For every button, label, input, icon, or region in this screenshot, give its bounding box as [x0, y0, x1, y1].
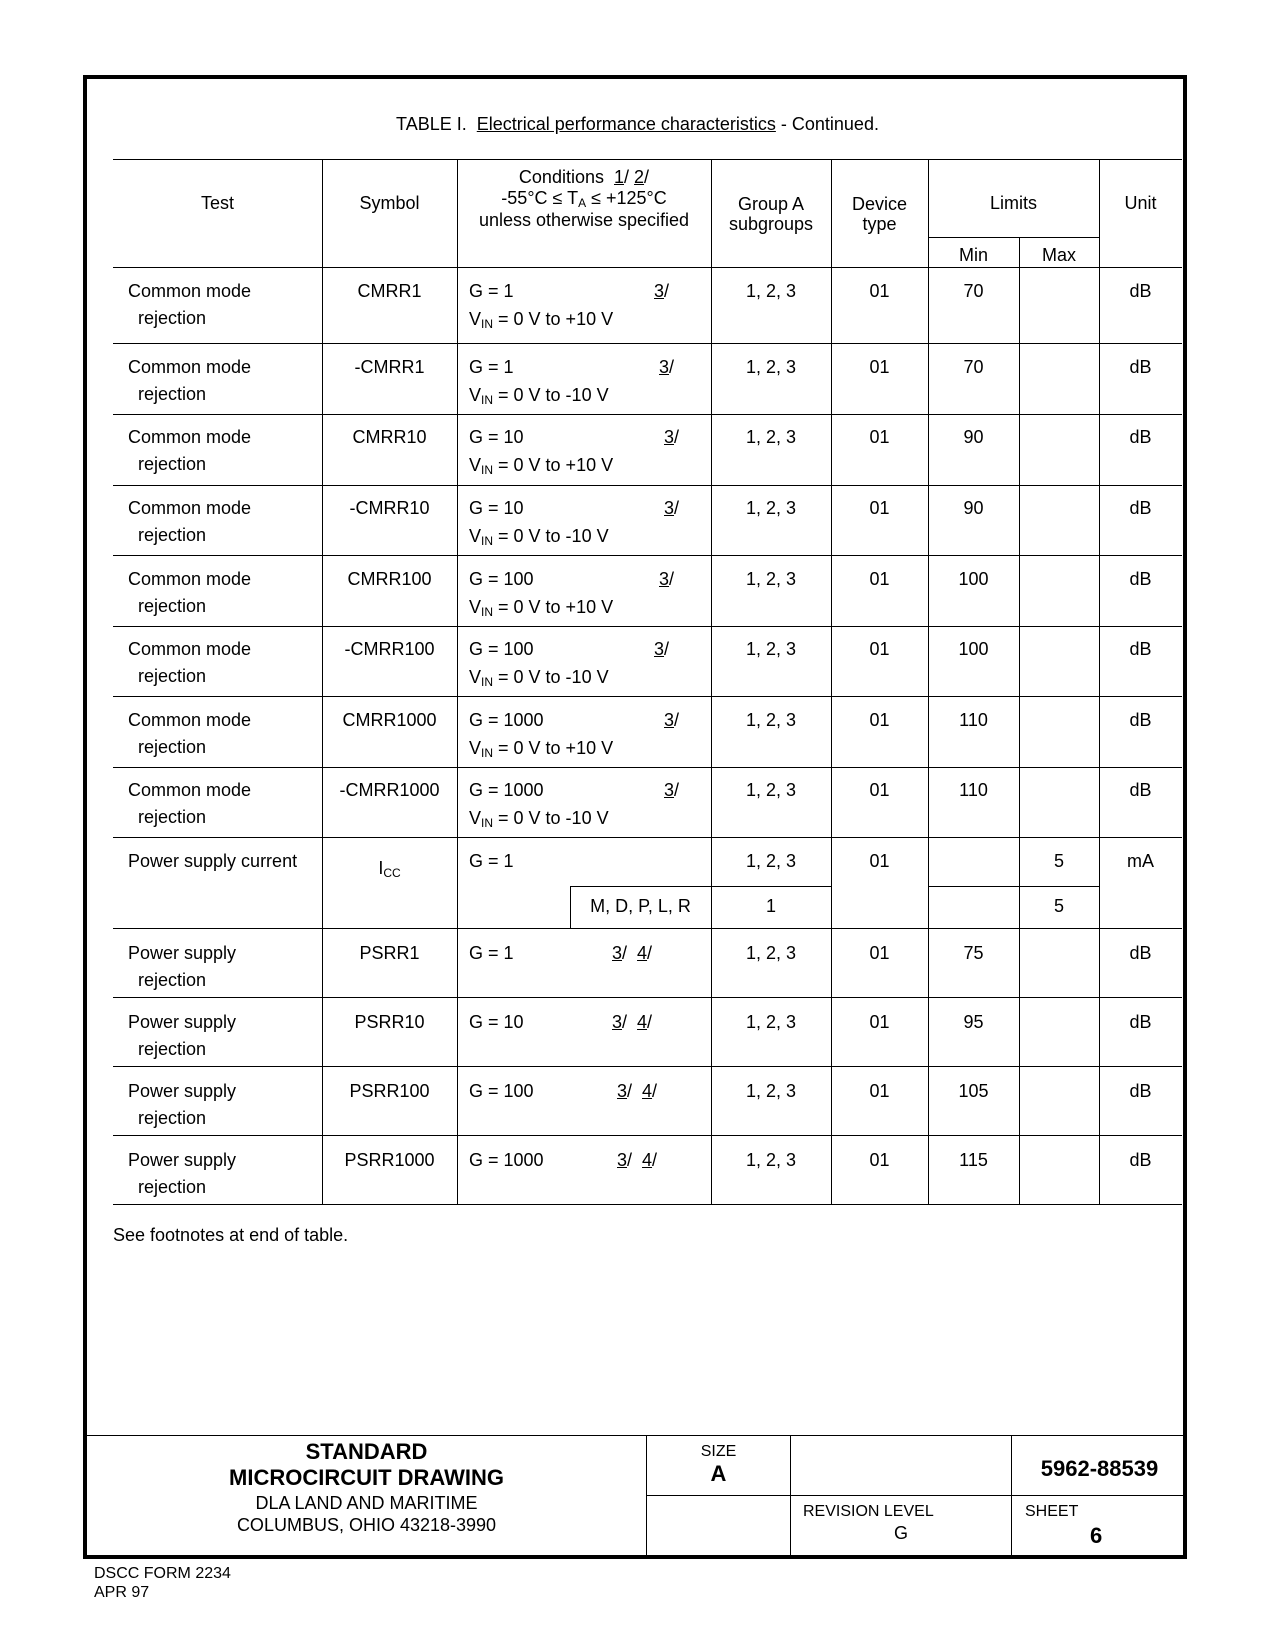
- psrr-symbol: PSRR1: [359, 943, 420, 963]
- row-condition: G = 1: [469, 357, 514, 377]
- psrr-footnote-refs: 3/ 4/: [617, 1150, 658, 1170]
- row-test-line2: rejection: [138, 807, 207, 827]
- row-test-line1: Common mode: [128, 639, 252, 659]
- row-vin: $V_{IN} = 0$ V to -10 V: [469, 526, 609, 548]
- header-device-1: Device: [851, 194, 908, 214]
- row-test-line2: rejection: [138, 454, 207, 474]
- title-drawing: MICROCIRCUIT DRAWING: [229, 1465, 504, 1490]
- row-condition: G = 1000: [469, 710, 544, 730]
- row-device-type: 01: [869, 281, 890, 301]
- limits-divider: [929, 237, 1100, 238]
- row-device-type: 01: [869, 357, 890, 377]
- psrr-test-line1: Power supply: [128, 1012, 237, 1032]
- header-conditions: Conditions 1/ 2/: [518, 167, 650, 187]
- form-number: DSCC FORM 2234: [94, 1565, 231, 1582]
- row-symbol: CMRR100: [347, 569, 432, 589]
- footnote-note: See footnotes at end of table.: [113, 1225, 349, 1245]
- header-unless: unless otherwise specified: [478, 210, 690, 230]
- row-min: 100: [958, 569, 989, 589]
- table-top-rule: [113, 159, 1182, 160]
- row-unit: dB: [1129, 357, 1152, 377]
- row-condition: G = 100: [469, 569, 534, 589]
- icc-unit: mA: [1127, 851, 1154, 871]
- row-footnote-ref: 3/: [664, 427, 680, 447]
- header-device-2: type: [862, 214, 897, 234]
- psrr-unit: dB: [1129, 1150, 1152, 1170]
- psrr-test-line2: rejection: [138, 970, 207, 990]
- table-bottom-rule: [113, 1204, 1182, 1205]
- row-min: 70: [963, 281, 984, 301]
- row-footnote-ref: 3/: [664, 780, 680, 800]
- row-symbol: CMRR1000: [342, 710, 437, 730]
- psrr-min: 75: [963, 943, 984, 963]
- row-subgroups: 1, 2, 3: [745, 498, 797, 518]
- psrr-device-type: 01: [869, 1150, 890, 1170]
- row-subgroups: 1, 2, 3: [745, 357, 797, 377]
- row-min: 90: [963, 427, 984, 447]
- icc-subgroups: 1, 2, 3: [745, 851, 797, 871]
- row-unit: dB: [1129, 569, 1152, 589]
- row-test-line1: Common mode: [128, 357, 252, 377]
- icc-symbol: $I_{CC}$: [378, 858, 401, 880]
- row-unit: dB: [1129, 498, 1152, 518]
- row-condition: G = 1: [469, 281, 514, 301]
- row-condition: G = 10: [469, 498, 524, 518]
- drawing-number: 5962-88539: [1040, 1456, 1159, 1481]
- header-min: Min: [958, 245, 988, 265]
- row-symbol: CMRR1: [357, 281, 422, 301]
- row-device-type: 01: [869, 427, 890, 447]
- psrr-device-type: 01: [869, 1081, 890, 1101]
- psrr-subgroups: 1, 2, 3: [745, 1012, 797, 1032]
- psrr-footnote-refs: 3/ 4/: [612, 1012, 653, 1032]
- row-device-type: 01: [869, 639, 890, 659]
- header-max: Max: [1041, 245, 1076, 265]
- row-vin: $V_{IN} = 0$ V to +10 V: [469, 455, 614, 477]
- psrr-subgroups: 1, 2, 3: [745, 1150, 797, 1170]
- size-label: SIZE: [700, 1443, 737, 1460]
- row-unit: dB: [1129, 639, 1152, 659]
- row-footnote-ref: 3/: [659, 569, 675, 589]
- row-test-line2: rejection: [138, 596, 207, 616]
- row-vin: $V_{IN} = 0$ V to -10 V: [469, 385, 609, 407]
- row-unit: dB: [1129, 710, 1152, 730]
- row-subgroups: 1, 2, 3: [745, 427, 797, 447]
- psrr-condition: G = 1000: [469, 1150, 544, 1170]
- icc-test: Power supply current: [128, 851, 298, 871]
- header-unit: Unit: [1124, 193, 1157, 213]
- psrr-test-line2: rejection: [138, 1177, 207, 1197]
- row-condition: G = 100: [469, 639, 534, 659]
- psrr-min: 105: [958, 1081, 989, 1101]
- psrr-condition: G = 10: [469, 1012, 524, 1032]
- row-vin: $V_{IN} = 0$ V to -10 V: [469, 808, 609, 830]
- row-subgroups: 1, 2, 3: [745, 639, 797, 659]
- form-date: APR 97: [94, 1584, 150, 1601]
- row-vin: $V_{IN} = 0$ V to +10 V: [469, 309, 614, 331]
- row-vin: $V_{IN} = 0$ V to +10 V: [469, 597, 614, 619]
- row-symbol: -CMRR1: [354, 357, 425, 377]
- row-test-line2: rejection: [138, 308, 207, 328]
- row-footnote-ref: 3/: [654, 639, 670, 659]
- psrr-min: 95: [963, 1012, 984, 1032]
- psrr-test-line2: rejection: [138, 1108, 207, 1128]
- row-symbol: CMRR10: [352, 427, 427, 447]
- revision-label: REVISION LEVEL: [803, 1503, 934, 1520]
- psrr-subgroups: 1, 2, 3: [745, 1081, 797, 1101]
- table-title: TABLE I. Electrical performance characteristics - Continued.: [396, 114, 879, 134]
- icc-sub-subgroup: 1: [765, 896, 776, 916]
- psrr-device-type: 01: [869, 943, 890, 963]
- row-footnote-ref: 3/: [664, 498, 680, 518]
- icc-condition: G = 1: [469, 851, 514, 871]
- psrr-min: 115: [959, 1150, 988, 1170]
- icc-max: 5: [1053, 851, 1064, 871]
- psrr-unit: dB: [1129, 1081, 1152, 1101]
- size-value: A: [710, 1461, 727, 1486]
- psrr-symbol: PSRR10: [354, 1012, 425, 1032]
- row-device-type: 01: [869, 710, 890, 730]
- psrr-footnote-refs: 3/ 4/: [617, 1081, 658, 1101]
- row-test-line1: Common mode: [128, 710, 252, 730]
- row-vin: $V_{IN} = 0$ V to +10 V: [469, 738, 614, 760]
- psrr-symbol: PSRR100: [349, 1081, 430, 1101]
- icc-sub-max: 5: [1053, 896, 1064, 916]
- row-subgroups: 1, 2, 3: [745, 780, 797, 800]
- psrr-test-line1: Power supply: [128, 1081, 237, 1101]
- title-block-top-rule: [83, 1435, 1187, 1436]
- psrr-test-line1: Power supply: [128, 943, 237, 963]
- header-limits: Limits: [989, 193, 1037, 213]
- row-footnote-ref: 3/: [659, 357, 675, 377]
- row-device-type: 01: [869, 498, 890, 518]
- row-test-line1: Common mode: [128, 427, 252, 447]
- row-unit: dB: [1129, 427, 1152, 447]
- title-agency: DLA LAND AND MARITIME: [255, 1493, 478, 1513]
- row-unit: dB: [1129, 780, 1152, 800]
- row-min: 110: [959, 710, 988, 730]
- header-group-a-1: Group A: [737, 194, 805, 214]
- header-bottom-rule: [113, 267, 1182, 268]
- psrr-test-line2: rejection: [138, 1039, 207, 1059]
- row-symbol: -CMRR100: [344, 639, 435, 659]
- revision-value: G: [893, 1523, 908, 1543]
- row-test-line2: rejection: [138, 384, 207, 404]
- icc-device: 01: [869, 851, 890, 871]
- row-subgroups: 1, 2, 3: [745, 281, 797, 301]
- psrr-subgroups: 1, 2, 3: [745, 943, 797, 963]
- row-subgroups: 1, 2, 3: [745, 569, 797, 589]
- title-address: COLUMBUS, OHIO 43218-3990: [236, 1515, 497, 1535]
- psrr-symbol: PSRR1000: [344, 1150, 435, 1170]
- row-footnote-ref: 3/: [654, 281, 670, 301]
- row-test-line1: Common mode: [128, 780, 252, 800]
- sheet-label: SHEET: [1025, 1503, 1079, 1520]
- row-symbol: -CMRR10: [349, 498, 430, 518]
- row-min: 110: [959, 780, 988, 800]
- psrr-test-line1: Power supply: [128, 1150, 237, 1170]
- psrr-condition: G = 100: [469, 1081, 534, 1101]
- row-subgroups: 1, 2, 3: [745, 710, 797, 730]
- row-min: 70: [963, 357, 984, 377]
- header-symbol: Symbol: [359, 193, 420, 213]
- row-footnote-ref: 3/: [664, 710, 680, 730]
- row-test-line2: rejection: [138, 737, 207, 757]
- row-device-type: 01: [869, 780, 890, 800]
- row-vin: $V_{IN} = 0$ V to -10 V: [469, 667, 609, 689]
- psrr-device-type: 01: [869, 1012, 890, 1032]
- header-test: Test: [200, 193, 234, 213]
- psrr-condition: G = 1: [469, 943, 514, 963]
- row-unit: dB: [1129, 281, 1152, 301]
- row-symbol: -CMRR1000: [339, 780, 440, 800]
- header-temperature: $-55^\circ C \le T_A \le +125^\circ C$: [501, 188, 667, 210]
- psrr-unit: dB: [1129, 943, 1152, 963]
- header-group-a-2: subgroups: [728, 214, 814, 234]
- psrr-footnote-refs: 3/ 4/: [612, 943, 653, 963]
- row-test-line1: Common mode: [128, 569, 252, 589]
- row-device-type: 01: [869, 569, 890, 589]
- row-min: 100: [958, 639, 989, 659]
- icc-sub-condition: M, D, P, L, R: [590, 896, 691, 916]
- psrr-unit: dB: [1129, 1012, 1152, 1032]
- row-test-line1: Common mode: [128, 498, 252, 518]
- row-test-line1: Common mode: [128, 281, 252, 301]
- row-test-line2: rejection: [138, 666, 207, 686]
- row-condition: G = 1000: [469, 780, 544, 800]
- title-standard: STANDARD: [305, 1439, 428, 1464]
- row-min: 90: [963, 498, 984, 518]
- sheet-value: 6: [1090, 1523, 1103, 1548]
- row-condition: G = 10: [469, 427, 524, 447]
- row-test-line2: rejection: [138, 525, 207, 545]
